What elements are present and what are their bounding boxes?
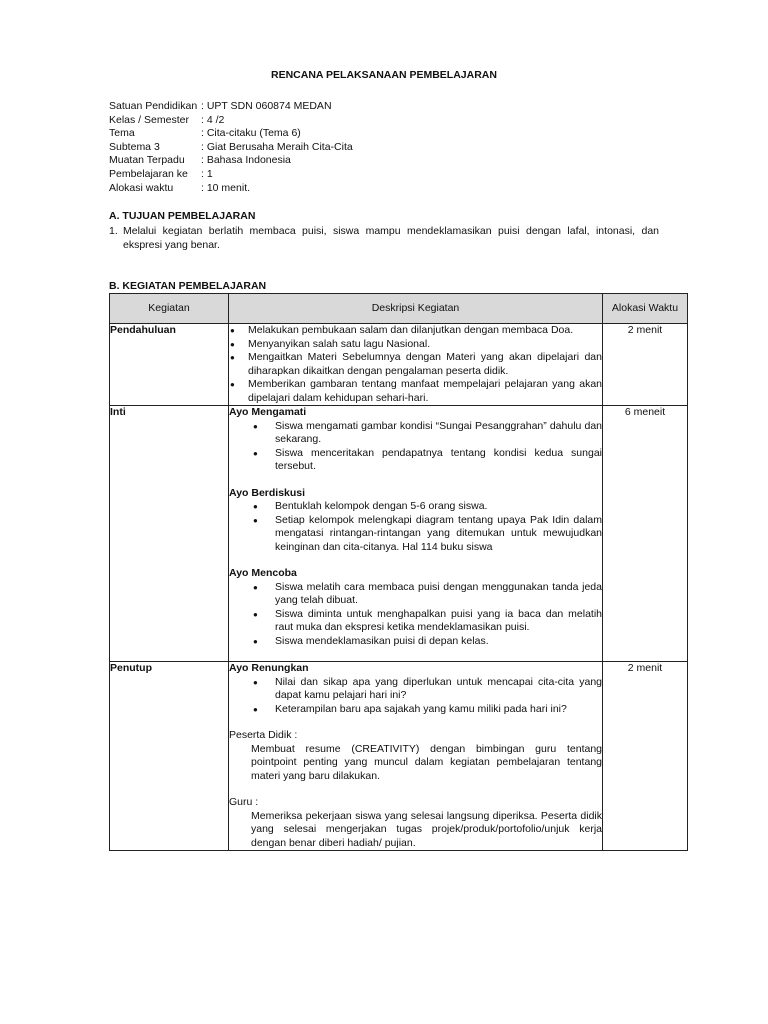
bullet-list xyxy=(229,420,602,474)
bullet-list xyxy=(229,676,602,717)
peserta-text: Membuat resume (CREATIVITY) dengan bimbingan guru tentang pointpoint penting yang muncul dalam kegiatan pembelajaran tentang materi yang baru dilakukan. xyxy=(251,742,602,782)
activity-description xyxy=(229,662,603,851)
identity-value: : Bahasa Indonesia xyxy=(201,154,291,167)
section-a-heading: A. TUJUAN PEMBELAJARAN xyxy=(109,210,256,222)
peserta-label: Peserta Didik : xyxy=(229,729,298,741)
header-alokasi: Alokasi Waktu xyxy=(603,294,688,324)
document-title: RENCANA PELAKSANAAN PEMBELAJARAN xyxy=(271,69,497,81)
identity-value: : Cita-citaku (Tema 6) xyxy=(201,127,301,140)
identity-row-tema xyxy=(109,127,353,141)
activity-name: Pendahuluan xyxy=(110,324,229,406)
identity-value: : Giat Berusaha Meraih Cita-Cita xyxy=(201,140,353,153)
table-row-penutup xyxy=(110,662,688,851)
bullet-list xyxy=(229,500,602,554)
identity-label: Satuan Pendidikan xyxy=(109,100,198,112)
identity-value: : 10 menit. xyxy=(201,181,251,194)
identity-block xyxy=(109,100,353,195)
goal-text: Melalui kegiatan berlatih membaca puisi, siswa mampu mendeklamasikan puisi dengan lafal, intonasi, dan ekspresi yang benar. xyxy=(123,225,659,251)
activity-description xyxy=(229,406,603,662)
table-row-pendahuluan xyxy=(110,324,688,406)
identity-row-kelas xyxy=(109,114,353,128)
identity-label: Kelas / Semester xyxy=(109,113,189,126)
activity-name: Inti xyxy=(110,406,229,662)
activity-time: 2 menit xyxy=(603,324,688,406)
list-item: ● Nilai dan sikap apa yang diperlukan untuk mencapai cita-cita yang dapat kamu pelajari hari ini? xyxy=(229,676,602,703)
section-b-heading: B. KEGIATAN PEMBELAJARAN xyxy=(109,280,267,292)
identity-label: Tema xyxy=(109,127,135,140)
list-item: ● Siswa menceritakan pendapatnya tentang kondisi kedua sungai tersebut. xyxy=(229,447,602,474)
subheading-mencoba: Ayo Mencoba xyxy=(229,567,297,579)
activity-name: Penutup xyxy=(110,662,229,851)
identity-label: Alokasi waktu xyxy=(109,181,174,194)
list-item: ● Bentuklah kelompok dengan 5-6 orang siswa. xyxy=(229,500,602,514)
list-item: ● Siswa diminta untuk menghapalkan puisi yang ia baca dan melatih raut muka dan ekspresi ketika mendeklamasikan puisi. xyxy=(229,608,602,635)
bullet-list xyxy=(229,581,602,649)
list-item: ● Siswa mengamati gambar kondisi “Sungai Pesanggrahan” dahulu dan sekarang. xyxy=(229,420,602,447)
identity-value: : UPT SDN 060874 MEDAN xyxy=(201,100,332,112)
list-item: ● Menyanyikan salah satu lagu Nasional. xyxy=(229,338,602,352)
guru-label: Guru : xyxy=(229,796,259,808)
activity-time: 2 menit xyxy=(603,662,688,851)
identity-label: Muatan Terpadu xyxy=(109,154,185,167)
subheading-berdiskusi: Ayo Berdiskusi xyxy=(229,486,306,499)
activity-description xyxy=(229,324,603,406)
list-item: ● Melakukan pembukaan salam dan dilanjutkan dengan membaca Doa. xyxy=(229,324,602,338)
list-item: ● Memberikan gambaran tentang manfaat mempelajari pelajaran yang akan dipelajari dalam kehidupan sehari-hari. xyxy=(229,378,602,405)
identity-label: Subtema 3 xyxy=(109,140,160,153)
activities-table xyxy=(109,293,688,851)
table-header-row xyxy=(110,294,688,324)
activity-time: 6 meneit xyxy=(603,406,688,662)
identity-label: Pembelajaran ke xyxy=(109,167,188,180)
subheading-renungkan: Ayo Renungkan xyxy=(229,662,309,674)
guru-text: Memeriksa pekerjaan siswa yang selesai langsung diperiksa. Peserta didik yang selesai mengerjakan tugas projek/produk/portofolio/unjuk kerja dengan benar diberi hadiah/ pujian. xyxy=(251,809,602,849)
subheading-mengamati: Ayo Mengamati xyxy=(229,406,307,418)
list-item: ● Setiap kelompok melengkapi diagram tentang upaya Pak Idin dalam mengatasi rintangan-rintangan yang ditemukan untuk mewujudkan keinginan dan cita-citanya. Hal 114 buku siswa xyxy=(229,514,602,555)
identity-value: : 1 xyxy=(201,167,213,180)
list-item: ● Siswa melatih cara membaca puisi dengan menggunakan tanda jeda yang telah dibuat. xyxy=(229,581,602,608)
identity-row-subtema xyxy=(109,141,353,155)
list-item: ● Keterampilan baru apa sajakah yang kamu miliki pada hari ini? xyxy=(229,703,602,717)
list-item: ● Siswa mendeklamasikan puisi di depan kelas. xyxy=(229,635,602,649)
bullet-list xyxy=(229,324,602,405)
goal-number: 1. xyxy=(109,225,118,237)
identity-row-pembelajaran xyxy=(109,168,353,182)
header-kegiatan: Kegiatan xyxy=(110,294,229,324)
header-deskripsi: Deskripsi Kegiatan xyxy=(229,294,603,324)
identity-value: : 4 /2 xyxy=(201,113,225,126)
identity-row-alokasi xyxy=(109,182,353,196)
goal-item xyxy=(109,225,659,252)
identity-row-satuan xyxy=(109,100,353,114)
table-row-inti xyxy=(110,406,688,662)
identity-row-muatan xyxy=(109,154,353,168)
list-item: ● Mengaitkan Materi Sebelumnya dengan Materi yang akan dipelajari dan diharapkan dikaitkan dengan pengalaman peserta didik. xyxy=(229,351,602,378)
